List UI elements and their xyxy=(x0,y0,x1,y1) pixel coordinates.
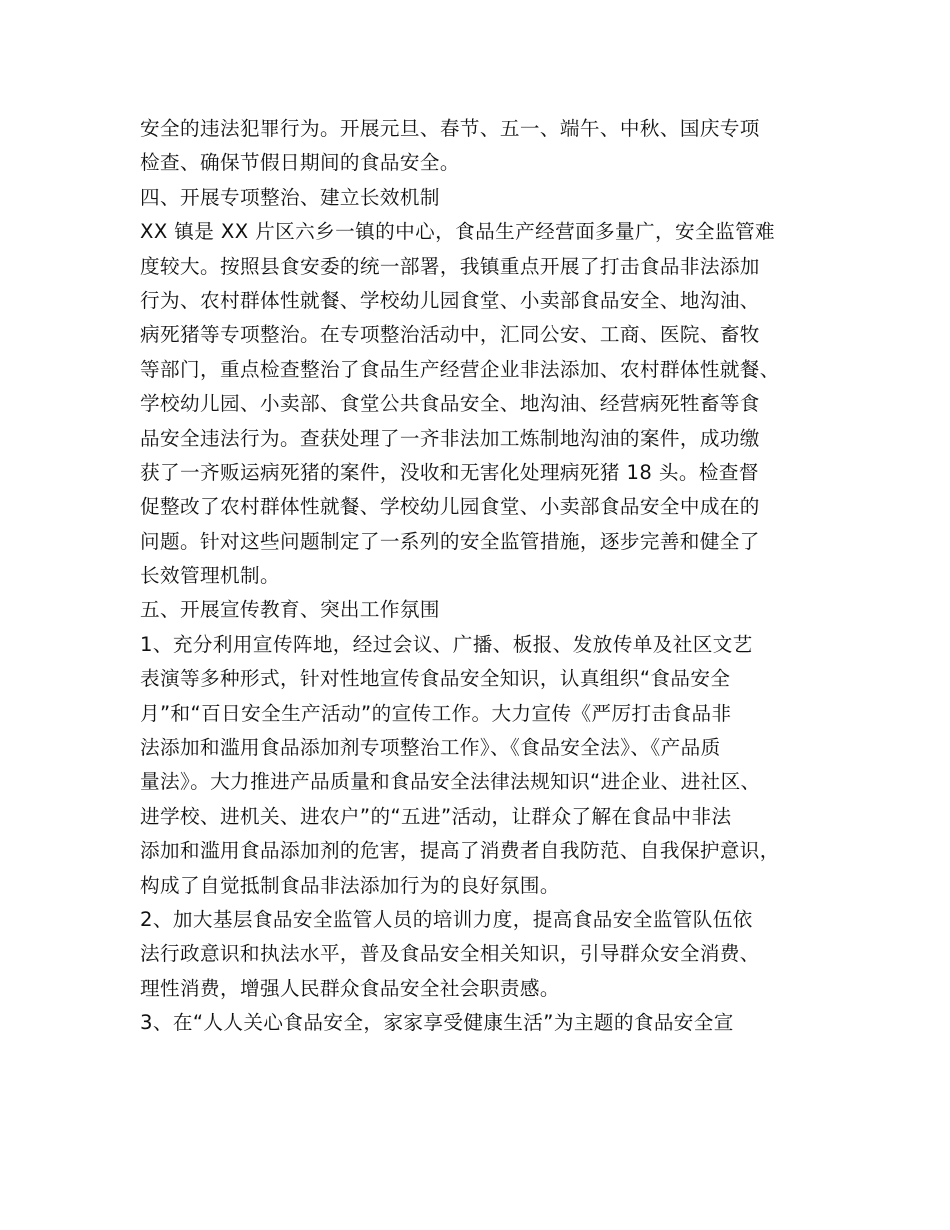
section-heading: 五、开展宣传教育、突出工作氛围 xyxy=(140,598,440,622)
text-line: 安全的违法犯罪行为。开展元旦、春节、五一、端午、中秋、国庆专项 xyxy=(140,117,760,140)
text-line: 理性消费，增强人民群众食品安全社会职责感。 xyxy=(140,976,560,1000)
text-line: 构成了自觉抵制食品非法添加行为的良好氛围。 xyxy=(140,873,560,897)
text-line: 表演等多种形式，针对性地宣传食品安全知识，认真组织“食品安全 xyxy=(140,667,731,691)
text-line: 问题。针对这些问题制定了一系列的安全监管措施，逐步完善和健全了 xyxy=(140,529,760,553)
text-line: 度较大。按照县食安委的统一部署，我镇重点开展了打击食品非法添加 xyxy=(140,254,760,278)
text-line: 2、加大基层食品安全监管人员的培训力度，提高食品安全监管队伍依 xyxy=(140,907,753,931)
text-line: 月”和“百日安全生产活动”的宣传工作。大力宣传《严厉打击食品非 xyxy=(140,701,732,725)
text-line: 进学校、进机关、进农户”的“五进”活动，让群众了解在食品中非法 xyxy=(140,804,732,828)
text-line: 促整改了农村群体性就餐、学校幼儿园食堂、小卖部食品安全中成在的 xyxy=(140,495,760,519)
text-line: 行为、农村群体性就餐、学校幼儿园食堂、小卖部食品安全、地沟油、 xyxy=(140,288,760,312)
text-line: 品安全违法行为。查获处理了一齐非法加工炼制地沟油的案件，成功缴 xyxy=(140,426,760,450)
document-body xyxy=(140,112,830,1041)
text-line: 添加和滥用食品添加剂的危害，提高了消费者自我防范、自我保护意识， xyxy=(140,839,780,863)
text-line: 长效管理机制。 xyxy=(140,564,280,588)
text-line: 法行政意识和执法水平，普及食品安全相关知识，引导群众安全消费、 xyxy=(140,942,760,966)
text-line: 学校幼儿园、小卖部、食堂公共食品安全、地沟油、经营病死牲畜等食 xyxy=(140,392,760,416)
text-line: 法添加和滥用食品添加剂专项整治工作》、《食品安全法》、《产品质 xyxy=(140,736,721,760)
text-line: 3、在“人人关心食品安全，家家享受健康生活”为主题的食品安全宣 xyxy=(140,1011,734,1035)
text-line: XX 镇是 XX 片区六乡一镇的中心，食品生产经营面多量广，安全监管难 xyxy=(140,220,776,244)
text-line: 等部门，重点检查整治了食品生产经营企业非法添加、农村群体性就餐、 xyxy=(140,357,780,381)
text-line: 病死猪等专项整治。在专项整治活动中，汇同公安、工商、医院、畜牧 xyxy=(140,323,760,347)
text-line: 获了一齐贩运病死猪的案件，没收和无害化处理病死猪 18 头。检查督 xyxy=(140,460,759,484)
text-line: 检查、确保节假日期间的食品安全。 xyxy=(140,151,460,175)
text-line: 1、充分利用宣传阵地，经过会议、广播、板报、发放传单及社区文艺 xyxy=(140,632,753,656)
section-heading: 四、开展专项整治、建立长效机制 xyxy=(140,185,440,209)
text-line: 量法》。大力推进产品质量和食品安全法律法规知识“进企业、进社区、 xyxy=(140,770,761,794)
